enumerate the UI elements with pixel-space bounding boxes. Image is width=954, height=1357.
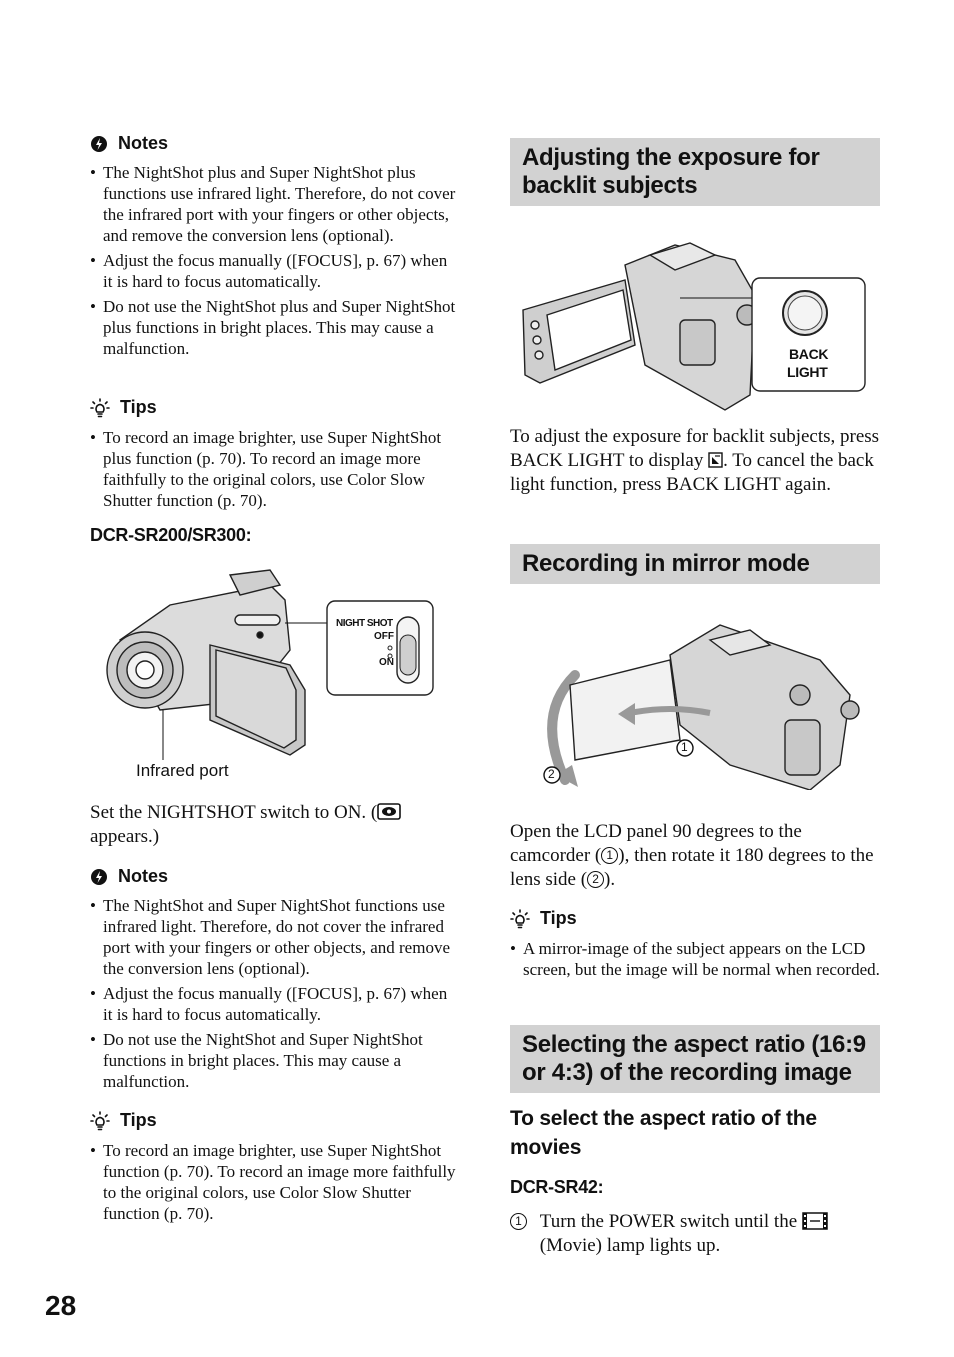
list-item: • A mirror-image of the subject appears on the LCD screen, but the image will be normal when recorded.: [510, 938, 880, 980]
tips-heading: [90, 1110, 460, 1131]
list-item: • The NightShot plus and Super NightShot plus functions use infrared light. Therefore, do not cover the infrared port with your fingers or other objects, and remove the conversion lens (optional).: [90, 162, 460, 246]
step-number: 1: [510, 1213, 527, 1230]
marker-2-inline: 2: [587, 871, 604, 888]
section-title-aspect: Selecting the aspect ratio (16:9 or 4:3) of the recording image: [510, 1025, 880, 1093]
backlight-figure: [515, 235, 875, 415]
aspect-model-heading: DCR-SR42:: [510, 1177, 604, 1197]
backlight-text-b: . To cancel the back light function, press BACK LIGHT again.: [510, 450, 874, 495]
nightshot-indicator-icon: [377, 803, 401, 820]
notes-list: [90, 895, 460, 1096]
list-item: • To record an image brighter, use Super NightShot plus function (p. 70). To record an image more faithfully to the original colors, use Color Slow Shutter function (p. 70).: [90, 427, 460, 511]
backlight-button-label-1: BACK: [789, 346, 829, 362]
switch-off-label: OFF: [374, 631, 394, 642]
tips-heading: [510, 908, 880, 929]
list-item: • Do not use the NightShot and Super NightShot functions in bright places. This may cause a malfunction.: [90, 1029, 460, 1092]
movie-film-icon: [802, 1212, 828, 1230]
camcorder-backlight-illustration: [515, 235, 875, 415]
instruction-text-a: Set the NIGHTSHOT switch to ON. (: [90, 802, 378, 823]
step-text-b: (Movie) lamp lights up.: [539, 1235, 721, 1256]
list-item: • Adjust the focus manually ([FOCUS], p. 67) when it is hard to focus automatically.: [90, 983, 460, 1025]
tips-heading-label: Tips: [120, 397, 157, 417]
tips-heading: [90, 397, 460, 418]
switch-on-label: ON: [379, 657, 394, 668]
backlight-instruction: [510, 425, 880, 497]
step-text-a: Turn the POWER switch until the: [539, 1211, 798, 1232]
notes-heading-label: Notes: [118, 133, 169, 153]
notes-heading: [90, 866, 460, 887]
list-item: • The NightShot and Super NightShot functions use infrared light. Therefore, do not cover the infrared port with your fingers or other objects, and remove the conversion lens (optional).: [90, 895, 460, 979]
notes-list: [90, 162, 460, 363]
tips-bulb-icon: [510, 909, 530, 929]
instruction-text-b: appears.): [90, 826, 160, 847]
page-number: 28: [45, 1290, 77, 1321]
section-title-mirror: Recording in mirror mode: [510, 544, 880, 584]
list-item: • To record an image brighter, use Super NightShot function (p. 70). To record an image more faithfully to the original colors, use Color Slow Shutter function (p. 70).: [90, 1140, 460, 1224]
nightshot-switch-label: NIGHT SHOT: [336, 618, 393, 629]
nightshot-figure: [100, 560, 440, 785]
tips-list: [90, 1140, 460, 1228]
model-heading: DCR-SR200/SR300:: [90, 525, 252, 545]
tips-list: [510, 938, 880, 984]
marker-1-inline: 1: [601, 847, 618, 864]
notes-icon: [90, 868, 108, 886]
mirror-text-c: ).: [604, 869, 616, 890]
marker-2: 2: [548, 767, 555, 781]
infrared-port-callout: Infrared port: [136, 761, 229, 780]
aspect-step-1: [510, 1210, 880, 1258]
list-item: • Do not use the NightShot plus and Super NightShot plus functions in bright places. This may cause a malfunction.: [90, 296, 460, 359]
mirror-text-a: Open the LCD panel 90 degrees to the camcorder (: [510, 821, 802, 866]
list-item: • Adjust the focus manually ([FOCUS], p. 67) when it is hard to focus automatically.: [90, 250, 460, 292]
tips-bulb-icon: [90, 1111, 110, 1131]
notes-heading: [90, 133, 460, 154]
nightshot-instruction: [90, 801, 460, 849]
mirror-instruction: [510, 820, 880, 892]
notes-heading-label: Notes: [118, 866, 169, 886]
marker-1: 1: [681, 740, 688, 754]
notes-icon: [90, 135, 108, 153]
mirror-text-b: ), then rotate it 180 degrees to the lens side (: [510, 845, 874, 890]
backlight-button-label-2: LIGHT: [787, 364, 828, 380]
tips-bulb-icon: [90, 398, 110, 418]
backlight-indicator-icon: [708, 452, 723, 468]
section-title-backlight: Adjusting the exposure for backlit subjects: [510, 138, 880, 206]
aspect-subheading: To select the aspect ratio of the movies: [510, 1107, 817, 1159]
backlight-text-a: To adjust the exposure for backlit subjects, press BACK LIGHT to display: [510, 426, 880, 471]
mirror-figure: [520, 615, 870, 790]
tips-list: [90, 427, 460, 515]
tips-heading-label: Tips: [120, 1110, 157, 1130]
tips-heading-label: Tips: [540, 908, 577, 928]
camcorder-illustration: [100, 560, 440, 785]
camcorder-mirror-illustration: [520, 615, 870, 790]
